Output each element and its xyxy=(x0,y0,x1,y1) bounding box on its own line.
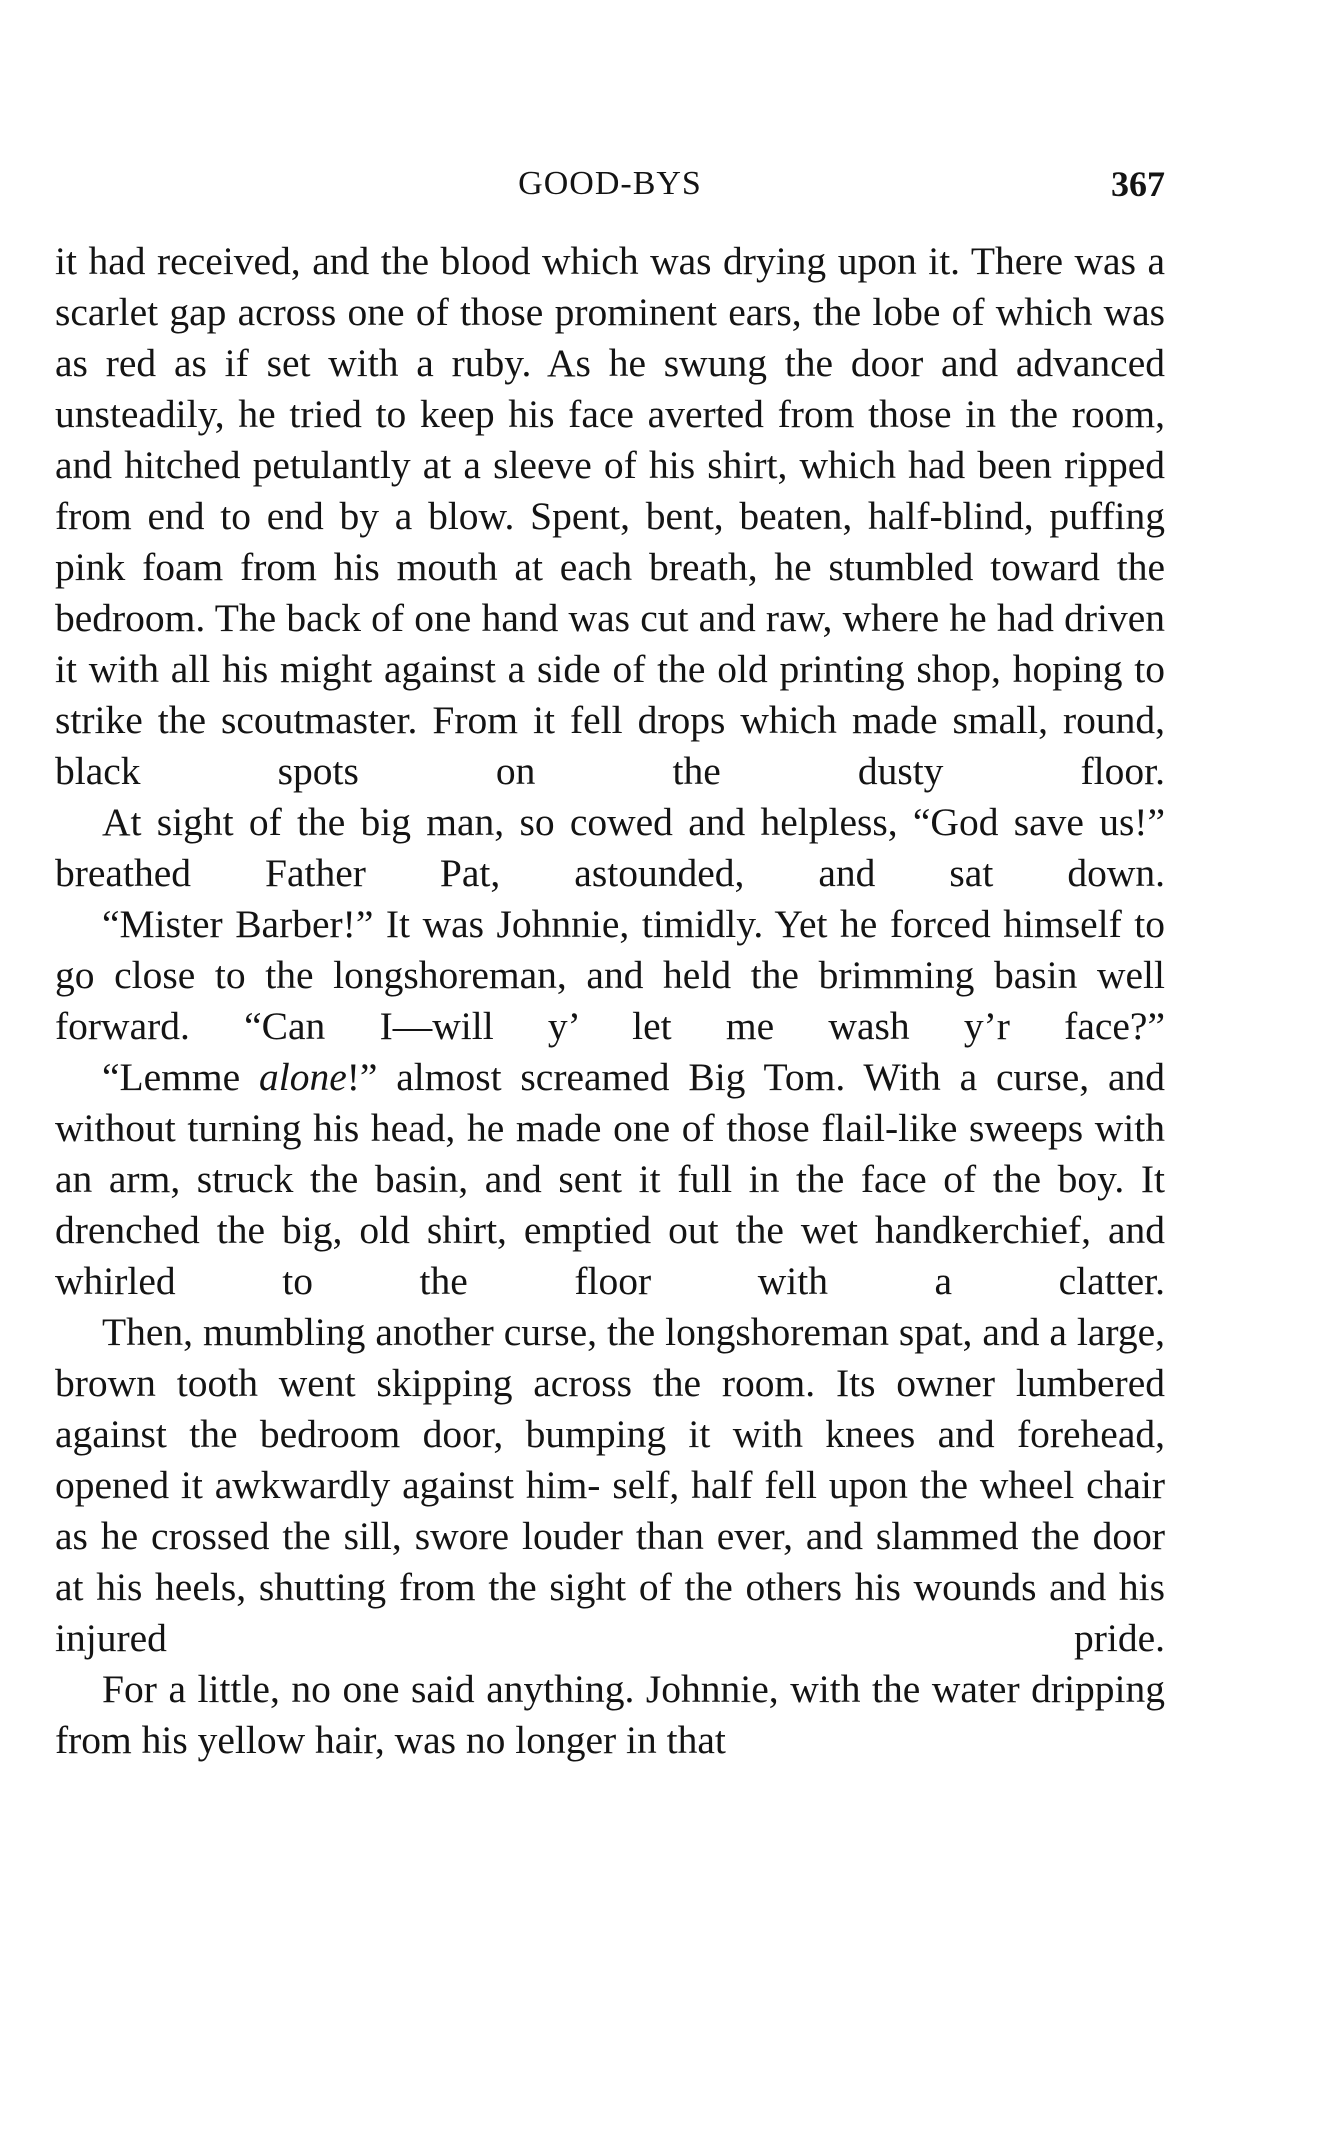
text-line: swore louder than ever, and slammed the door at his heels, xyxy=(55,1514,1166,1609)
chapter-title: GOOD-BYS xyxy=(518,165,702,202)
text-line: At sight of the big man, so cowed and helpless, “God xyxy=(102,800,999,844)
text-line: Its owner lumbered against the bedroom door, bumping it xyxy=(55,1361,1165,1456)
text-line: to keep his face averted from those in the room, and xyxy=(55,392,1165,487)
text-line: As he swung the door and advanced unsteadily, he tried xyxy=(55,341,1165,436)
text-line xyxy=(102,1055,977,1099)
text-line: shirt, emptied out the wet handkerchief, and whirled to xyxy=(55,1208,1165,1303)
text-line: the floor with a clatter. xyxy=(419,1259,1166,1303)
text-line: ripped from end to end by a blow. Spent, bent, beaten, xyxy=(55,443,1165,538)
emphasized-word: alone xyxy=(259,1055,347,1099)
text-line: and a large, brown tooth went skipping across the room. xyxy=(55,1310,1166,1405)
text-line: breath, he stumbled toward the bedroom. The back of one xyxy=(55,545,1165,640)
text-fragment: !” almost screamed Big Tom. With a xyxy=(346,1055,978,1099)
text-line: ears, the lobe of which was as red as if set with a ruby. xyxy=(55,290,1166,385)
text-line: it had received, and the blood which was drying upon it. xyxy=(55,239,961,283)
text-line: injured pride. xyxy=(55,1616,1165,1660)
text-line: shutting from the sight of the others his wounds and his xyxy=(258,1565,1166,1609)
text-line: half-blind, puffing pink foam from his mouth at each xyxy=(55,494,1165,589)
text-line: the brimming basin well forward. “Can I—will y’ let me xyxy=(55,953,1166,1048)
text-line: flail-like sweeps with an arm, struck the basin, and sent xyxy=(55,1106,1165,1201)
text-line: “Mister Barber!” It was Johnnie, timidly. Yet he xyxy=(102,902,878,946)
paragraph xyxy=(55,1307,1165,1664)
text-line: curse, and without turning his head, he made one of those xyxy=(55,1055,1166,1150)
running-head xyxy=(55,160,1165,208)
text-fragment: “Lemme xyxy=(102,1055,259,1099)
text-line: save us!” breathed Father Pat, astounded, and sat down. xyxy=(55,800,1165,895)
paragraph xyxy=(55,1052,1165,1307)
text-line: water dripping from his yellow hair, was no longer in that xyxy=(55,1667,1166,1762)
text-line: his might against a side of the old printing shop, hoping xyxy=(222,647,1123,691)
text-line: with knees and forehead, opened it awkwardly against him- xyxy=(55,1412,1165,1507)
text-line: Then, mumbling another curse, the longshoreman spat, xyxy=(102,1310,973,1354)
text-line: self, half fell upon the wheel chair as he crossed the sill, xyxy=(55,1463,1166,1558)
text-line: hitched petulantly at a sleeve of his shirt, which had been xyxy=(124,443,1052,487)
text-line: to strike the scoutmaster. From it fell drops which xyxy=(55,647,1166,742)
text-line: forced himself to go close to the longshoreman, and held xyxy=(55,902,1165,997)
page-number: 367 xyxy=(1111,164,1165,204)
text-line: made small, round, black spots on the dusty floor. xyxy=(55,698,1165,793)
text-line: For a little, no one said anything. Johnnie, with the xyxy=(102,1667,921,1711)
paragraph xyxy=(55,1664,1165,1766)
paragraph xyxy=(55,899,1165,1052)
paragraph xyxy=(55,236,1165,797)
text-line: it full in the face of the boy. It drenched the big, old xyxy=(55,1157,1165,1252)
body-text xyxy=(55,236,1165,1766)
text-line: There was a scarlet gap across one of those prominent xyxy=(55,239,1166,334)
text-line: wash y’r face?” xyxy=(828,1004,1165,1048)
text-line: hand was cut and raw, where he had driven it with all xyxy=(55,596,1166,691)
paragraph xyxy=(55,797,1165,899)
